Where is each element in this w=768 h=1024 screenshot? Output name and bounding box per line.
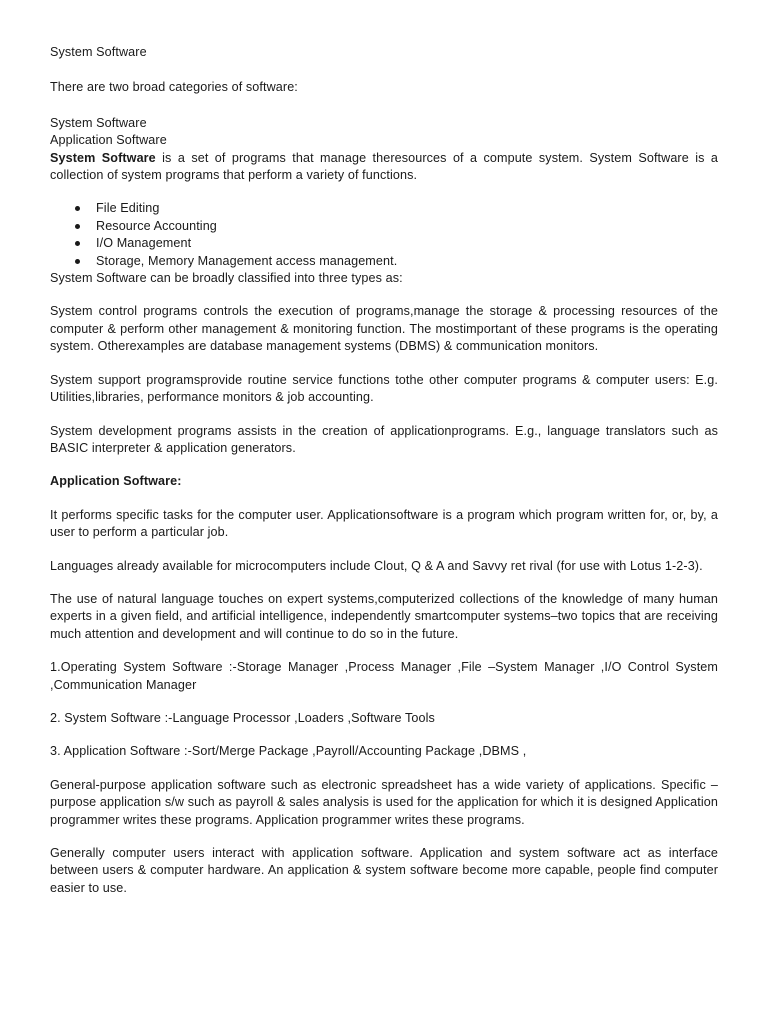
application-paragraph-2: Languages already available for microcomputers include Clout, Q & A and Savvy ret rival (for use with Lotus 1-2-3). xyxy=(50,558,703,573)
application-paragraph-1: It performs specific tasks for the computer user. Applicationsoftware is a program which program written for, or, by, a user to perform a particular job. xyxy=(50,507,718,540)
document-title: System Software xyxy=(50,45,147,59)
system-definition-bold: System Software xyxy=(50,150,156,165)
application-software-heading-text: Application Software: xyxy=(50,474,182,489)
list-item: Storage, Memory Management access management. xyxy=(96,253,718,270)
software-list-3: 3. Application Software :-Sort/Merge Package ,Payroll/Accounting Package ,DBMS , xyxy=(50,744,527,759)
document-page xyxy=(50,44,718,897)
category-application: Application Software xyxy=(50,133,167,148)
software-list-1: 1.Operating System Software :-Storage Manager ,Process Manager ,File –System Manager ,I/O Control System ,Communication Manager xyxy=(50,660,718,692)
control-programs-paragraph: System control programs controls the execution of programs,manage the storage & processing resources of the computer & perform other management & monitoring function. The mostimportant of these programs is the operating system. Otherexamples are database management systems (DBMS) & communication monitors. xyxy=(50,304,718,354)
category-system: System Software xyxy=(50,115,147,130)
application-software-heading xyxy=(50,473,718,490)
list-item: Resource Accounting xyxy=(96,218,718,235)
application-paragraph-3: The use of natural language touches on expert systems,computerized collections of the knowledge of many human experts in a given field, and artificial intelligence, independently smartcomputer systems–two topics that are receiving much attention and development and will continue to do so in the future. xyxy=(50,591,718,641)
function-list xyxy=(50,200,718,270)
final-paragraph: Generally computer users interact with application software. Application and system software act as interface between users & computer hardware. An application & system software become more capable, people find computer easier to use. xyxy=(50,846,718,895)
intro-text: There are two broad categories of software: xyxy=(50,80,298,95)
classified-text: System Software can be broadly classified into three types as: xyxy=(50,271,403,286)
list-item: I/O Management xyxy=(96,235,718,252)
system-definition xyxy=(50,150,718,185)
general-purpose-paragraph: General-purpose application software such as electronic spreadsheet has a wide variety of applications. Specific –purpose application s/w such as payroll & sales analysis is used for the application for which it is designed Application programmer writes these programs. Application programmer writes these programs. xyxy=(50,777,718,827)
list-item: File Editing xyxy=(96,200,718,217)
development-programs-paragraph: System development programs assists in the creation of applicationprograms. E.g., language translators such as BASIC interpreter & application generators. xyxy=(50,423,718,455)
system-definition-text: is a set of programs that manage theresources of a compute system. System Software is a collection of system programs that perform a variety of functions. xyxy=(50,150,718,183)
software-list-2: 2. System Software :-Language Processor ,Loaders ,Software Tools xyxy=(50,710,435,725)
support-programs-paragraph: System support programsprovide routine service functions tothe other computer programs & computer users: E.g. Utilities,libraries, performance monitors & job accounting. xyxy=(50,372,718,405)
